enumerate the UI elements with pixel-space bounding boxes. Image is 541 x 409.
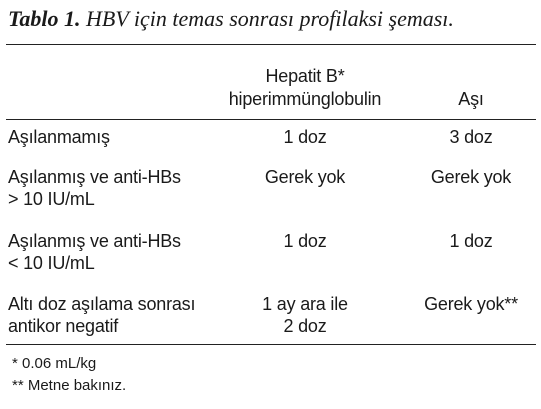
row-3-status-line2: < 10 IU/mL bbox=[8, 253, 95, 273]
row-1-status: Aşılanmamış bbox=[8, 127, 110, 147]
row-nonresponder-hbig bbox=[210, 293, 400, 337]
row-2-status-line1: Aşılanmış ve anti-HBs bbox=[8, 167, 181, 187]
row-nonresponder-vaccine bbox=[405, 293, 537, 315]
footnote-dose: * 0.06 mL/kg bbox=[12, 355, 97, 372]
row-2-hbig: Gerek yok bbox=[264, 167, 346, 187]
row-1-vaccine: 3 doz bbox=[449, 127, 493, 147]
row-3-status-line1: Aşılanmış ve anti-HBs bbox=[8, 231, 181, 251]
row-vaccinated-high-status bbox=[8, 166, 218, 210]
row-vaccinated-low-vaccine bbox=[405, 230, 537, 252]
row-4-vaccine: Gerek yok** bbox=[424, 294, 518, 314]
row-vaccinated-high-vaccine bbox=[405, 166, 537, 188]
row-4-hbig-line1: 1 ay ara ile bbox=[262, 294, 348, 314]
row-unvaccinated-status bbox=[8, 126, 218, 148]
footnote-see-text: ** Metne bakınız. bbox=[12, 377, 127, 394]
row-3-hbig: 1 doz bbox=[283, 231, 327, 251]
row-2-status-line2: > 10 IU/mL bbox=[8, 189, 95, 209]
bottom-rule bbox=[6, 344, 536, 345]
row-vaccinated-high-hbig bbox=[210, 166, 400, 188]
header-hbig-line1: Hepatit B* bbox=[265, 66, 345, 86]
header-rule bbox=[6, 119, 536, 120]
table-caption: HBV için temas sonrası profilaksi şeması. bbox=[86, 6, 454, 31]
header-hbig-line2: hiperimmünglobulin bbox=[228, 89, 382, 109]
row-nonresponder-status bbox=[8, 293, 218, 337]
row-3-vaccine: 1 doz bbox=[449, 231, 493, 251]
row-2-vaccine: Gerek yok bbox=[430, 167, 512, 187]
row-4-hbig-line2: 2 doz bbox=[283, 316, 327, 336]
row-unvaccinated-vaccine bbox=[405, 126, 537, 148]
header-vaccine: Aşı bbox=[458, 89, 484, 109]
table-label: Tablo 1. bbox=[8, 6, 81, 31]
row-vaccinated-low-status bbox=[8, 230, 218, 274]
row-unvaccinated-hbig bbox=[210, 126, 400, 148]
row-4-status-line2: antikor negatif bbox=[8, 316, 119, 336]
row-vaccinated-low-hbig bbox=[210, 230, 400, 252]
top-rule bbox=[6, 44, 536, 45]
row-4-status-line1: Altı doz aşılama sonrası bbox=[8, 294, 196, 314]
row-1-hbig: 1 doz bbox=[283, 127, 327, 147]
table-title bbox=[8, 6, 454, 32]
